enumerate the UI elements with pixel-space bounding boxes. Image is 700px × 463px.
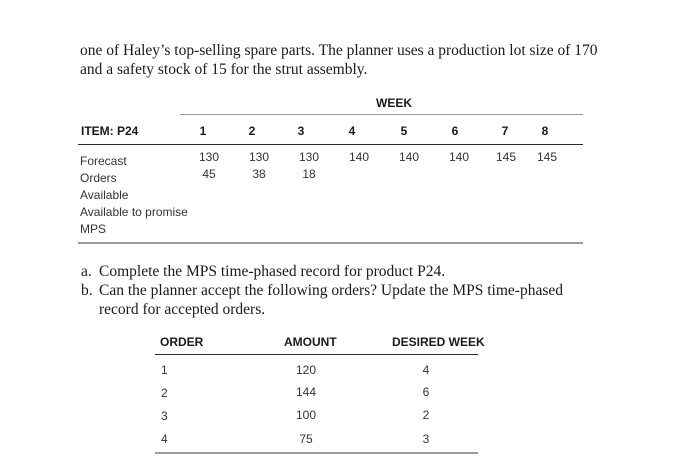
row-label-mps: MPS: [80, 222, 107, 236]
orders-week-3: 18: [302, 167, 316, 181]
week-5: 5: [400, 124, 408, 138]
orders-header-order: ORDER: [160, 335, 204, 349]
orders-week-2: 38: [252, 167, 266, 181]
row-label-atp: Available to promise: [80, 205, 188, 219]
orders-header-rule: [155, 354, 478, 355]
forecast-week-2: 130: [248, 150, 270, 164]
intro-line-2: and a safety stock of 15 for the strut assembly.: [80, 61, 368, 78]
question-a-text: Complete the MPS time-phased record for product P24.: [99, 263, 446, 280]
forecast-week-3: 130: [298, 150, 320, 164]
forecast-week-6: 140: [448, 150, 470, 164]
forecast-week-8: 145: [536, 150, 558, 164]
order-row-3-week: 2: [422, 408, 430, 422]
week-8: 8: [541, 124, 549, 138]
week-3: 3: [297, 124, 305, 138]
question-a: [81, 262, 601, 281]
intro-paragraph: [80, 41, 600, 79]
week-6: 6: [451, 124, 459, 138]
table-header-rule: [78, 144, 583, 145]
forecast-week-7: 145: [495, 150, 517, 164]
table-bottom-rule: [78, 242, 583, 244]
order-row-1-week: 4: [422, 363, 430, 377]
order-row-4-amount: 75: [299, 432, 313, 446]
order-row-2-week: 6: [422, 385, 430, 399]
week-header: WEEK: [376, 96, 412, 110]
forecast-week-5: 140: [398, 150, 420, 164]
order-row-4-week: 3: [422, 432, 430, 446]
forecast-week-1: 130: [198, 150, 220, 164]
week-7: 7: [501, 124, 509, 138]
order-row-4-order: 4: [161, 432, 168, 446]
order-row-2-amount: 144: [295, 385, 317, 399]
orders-bottom-rule: [155, 452, 478, 454]
week-4: 4: [348, 124, 356, 138]
row-label-orders: Orders: [80, 171, 117, 185]
item-label: ITEM: P24: [81, 124, 139, 138]
question-a-tag: a.: [81, 263, 92, 280]
order-row-3-amount: 100: [295, 408, 317, 422]
orders-header-amount: AMOUNT: [284, 335, 337, 349]
week-1: 1: [199, 124, 207, 138]
forecast-week-4: 140: [348, 150, 370, 164]
order-row-3-order: 3: [161, 409, 168, 423]
orders-week-1: 45: [202, 167, 216, 181]
row-label-available: Available: [80, 188, 129, 202]
order-row-2-order: 2: [161, 386, 168, 400]
question-b: [81, 281, 601, 319]
week-header-rule: [180, 114, 583, 115]
question-b-text: Can the planner accept the following orders? Update the MPS time-phased record for accepted orders.: [99, 282, 564, 318]
row-label-forecast: Forecast: [80, 154, 127, 168]
order-row-1-amount: 120: [295, 363, 317, 377]
order-row-1-order: 1: [161, 363, 168, 377]
week-2: 2: [248, 124, 256, 138]
orders-header-desired-week: DESIRED WEEK: [392, 335, 485, 349]
question-b-tag: b.: [81, 282, 93, 299]
intro-line-1: one of Haley’s top-selling spare parts. The planner uses a production lot size of 170: [80, 42, 598, 59]
